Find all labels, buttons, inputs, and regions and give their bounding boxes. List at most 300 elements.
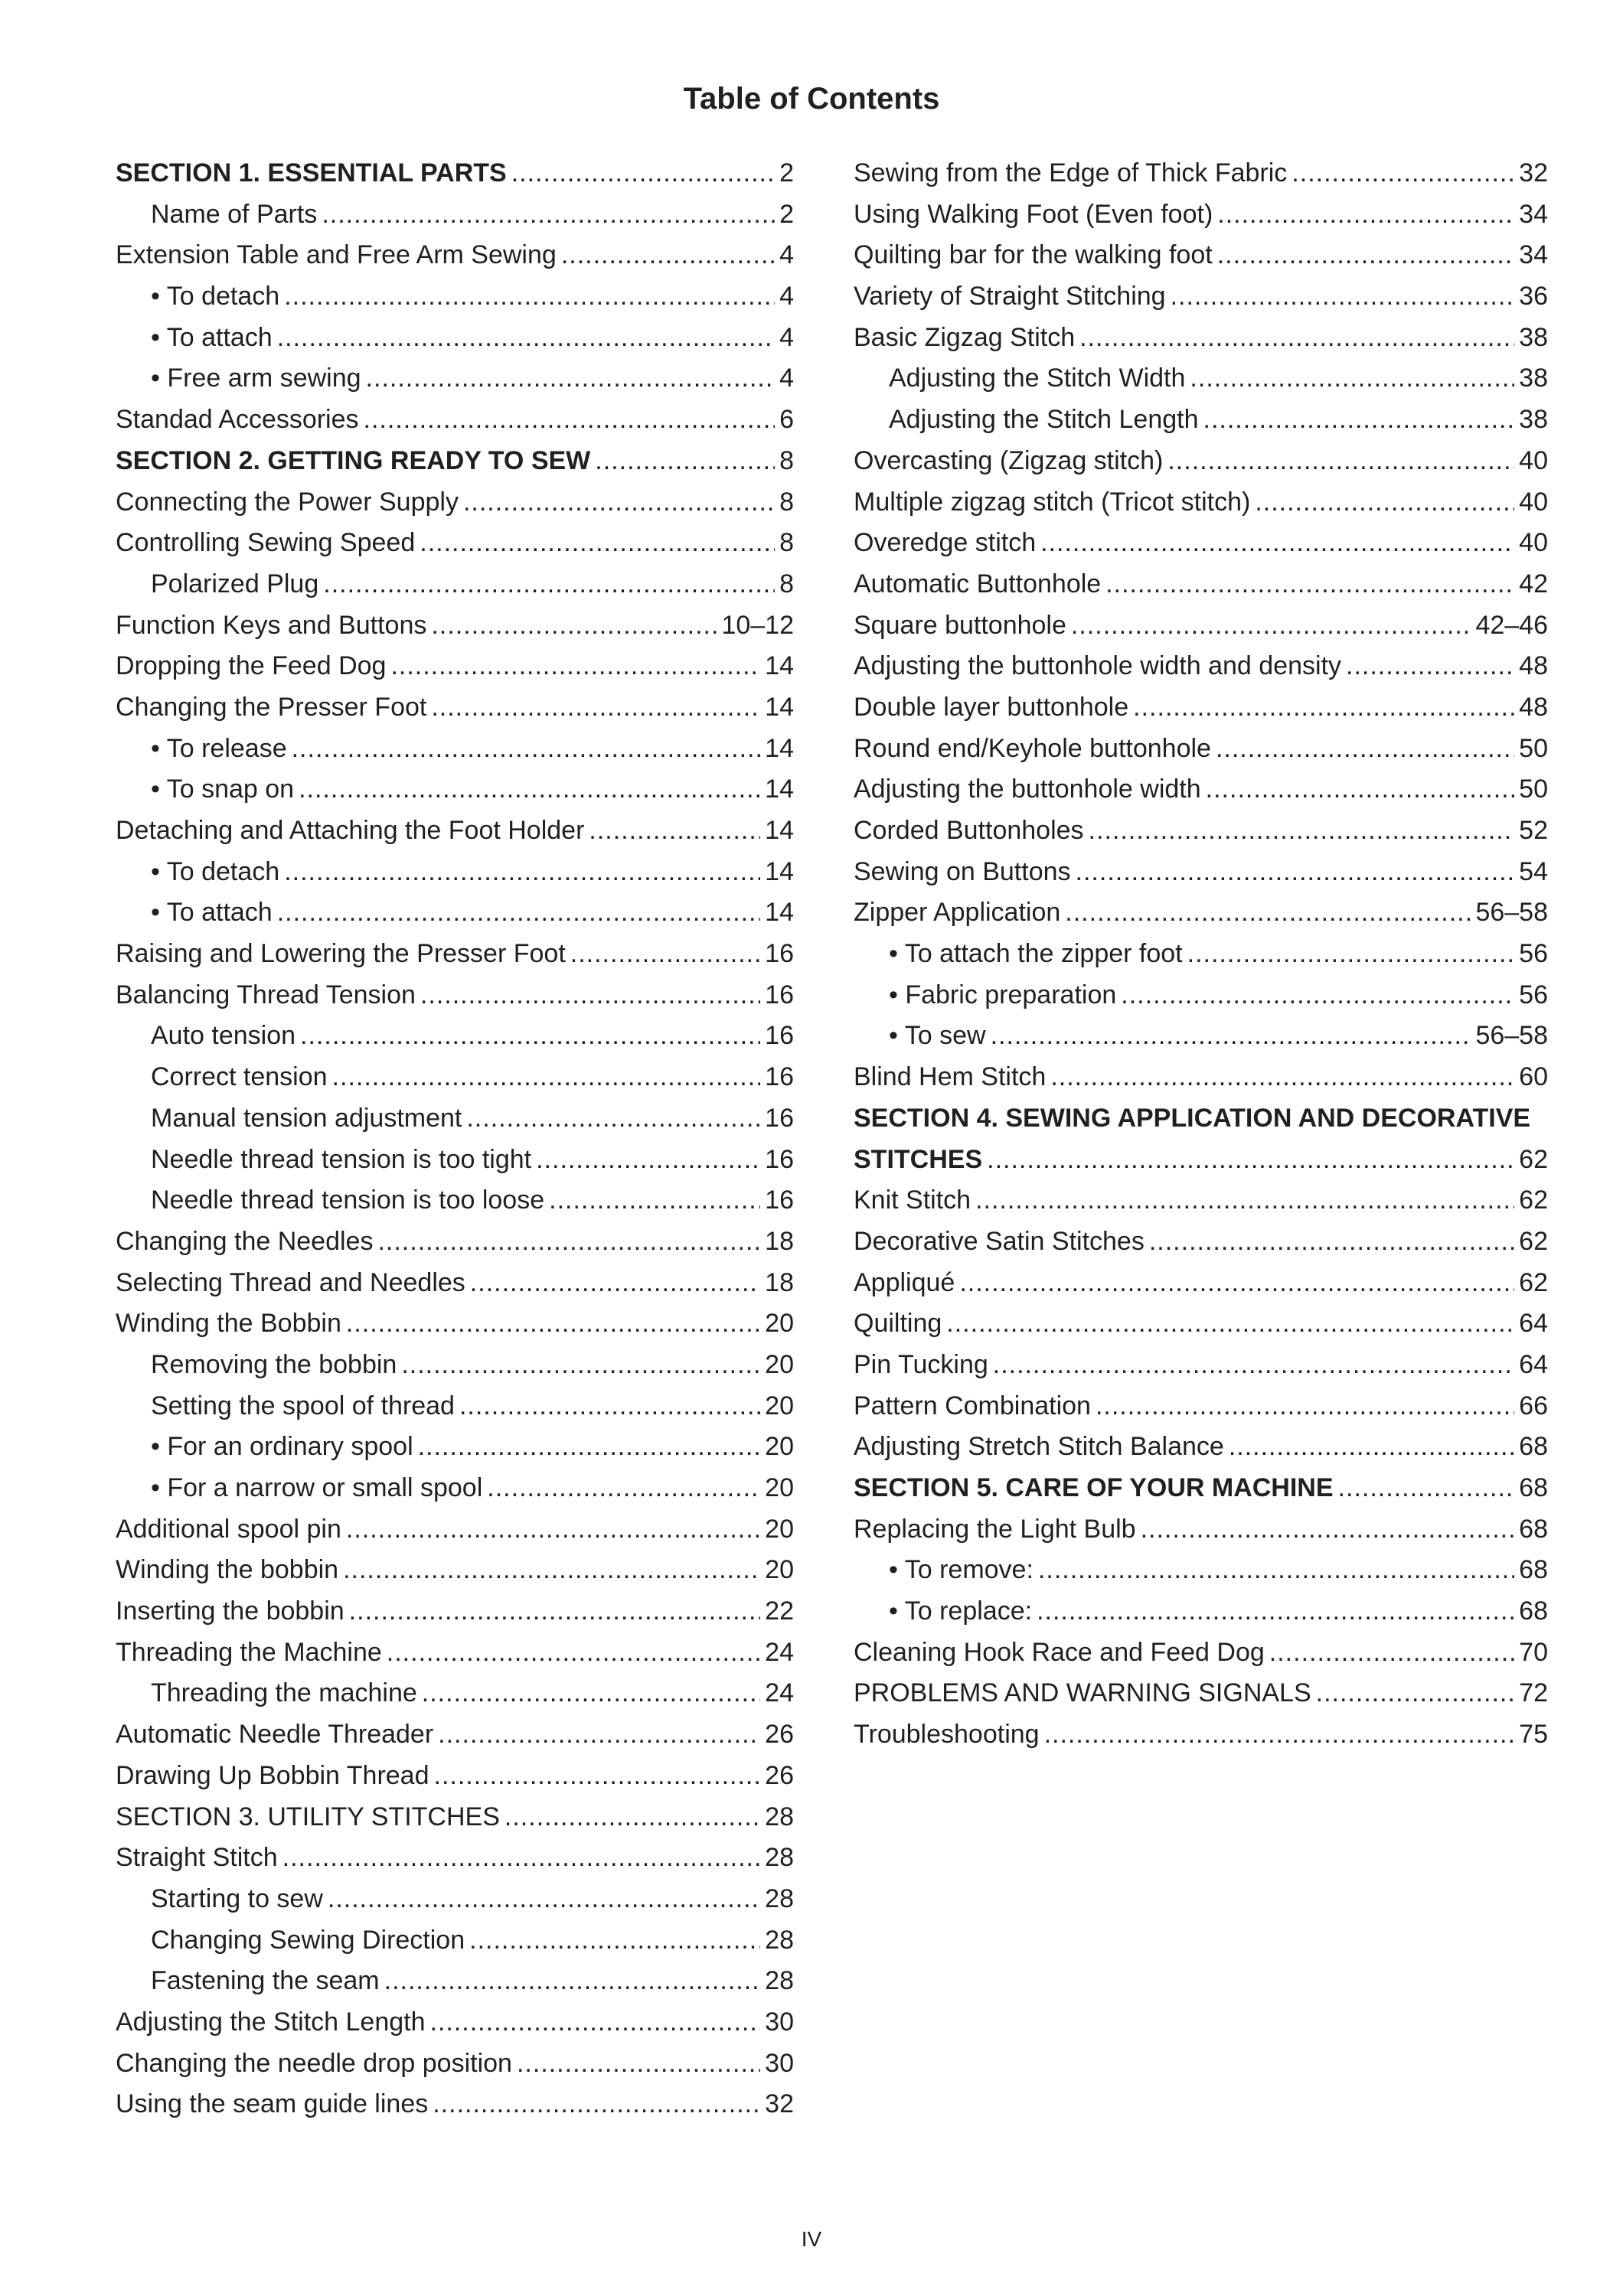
toc-entry-page: 8 (779, 528, 794, 558)
toc-entry-title: • To sew (889, 1021, 986, 1051)
toc-entry-page: 28 (765, 1966, 794, 1996)
toc-leader-dots (469, 1920, 760, 1962)
toc-entry (116, 318, 794, 359)
toc-leader-dots (322, 194, 775, 236)
toc-entry-page: 20 (765, 1514, 794, 1544)
toc-entry (854, 687, 1548, 729)
toc-entry-title: • To attach the zipper foot (889, 939, 1183, 969)
toc-entry-page: 28 (765, 1843, 794, 1873)
toc-entry-page: 75 (1519, 1720, 1548, 1750)
toc-entry-title: Dropping the Feed Dog (116, 651, 387, 681)
toc-entry-page: 4 (779, 322, 794, 352)
toc-leader-dots (420, 523, 775, 564)
toc-entry-page: 62 (1519, 1267, 1548, 1297)
toc-entry (854, 1263, 1548, 1304)
toc-entry-page: 4 (779, 240, 794, 270)
toc-entry-title: Polarized Plug (151, 569, 319, 598)
toc-leader-dots (1096, 1386, 1514, 1427)
toc-entry-title: Quilting (854, 1309, 942, 1339)
toc-leader-dots (536, 1140, 760, 1181)
toc-entry (116, 1016, 794, 1057)
toc-entry-title: Adjusting the Stitch Length (889, 405, 1199, 435)
toc-entry (854, 441, 1548, 482)
toc-entry (116, 358, 794, 400)
toc-leader-dots (292, 729, 761, 770)
toc-leader-dots (431, 687, 760, 729)
toc-entry (116, 1838, 794, 1879)
toc-leader-dots (1346, 646, 1514, 687)
toc-entry-title: Pin Tucking (854, 1349, 988, 1379)
toc-leader-dots (323, 564, 775, 605)
toc-entry-title: Threading the Machine (116, 1637, 382, 1667)
toc-entry (854, 1550, 1548, 1591)
toc-leader-dots (433, 2084, 760, 2125)
toc-entry-title: SECTION 1. ESSENTIAL PARTS (116, 158, 507, 188)
toc-entry-title: • For a narrow or small spool (151, 1473, 483, 1502)
toc-entry (116, 1673, 794, 1714)
toc-entry (116, 1714, 794, 1756)
toc-leader-dots (1167, 441, 1514, 482)
toc-entry-page: 68 (1519, 1432, 1548, 1462)
toc-leader-dots (1050, 1057, 1514, 1098)
toc-leader-dots (1149, 1221, 1514, 1263)
toc-entry-title: Double layer buttonhole (854, 692, 1129, 722)
toc-entry-page: 8 (779, 445, 794, 475)
toc-entry (854, 1468, 1548, 1509)
toc-entry-page: 72 (1519, 1678, 1548, 1708)
toc-entry (854, 1057, 1548, 1098)
toc-entry-page: 10–12 (721, 610, 794, 640)
toc-entry (116, 235, 794, 276)
toc-entry-title: Setting the spool of thread (151, 1391, 455, 1420)
toc-entry-page: 18 (765, 1267, 794, 1297)
toc-entry-title: SECTION 3. UTILITY STITCHES (116, 1802, 500, 1831)
toc-entry-title: • To snap on (151, 775, 295, 804)
toc-entry-title: Adjusting the buttonhole width (854, 775, 1201, 804)
toc-leader-dots (1044, 1714, 1515, 1756)
toc-entry-page: 56 (1519, 939, 1548, 969)
toc-leader-dots (505, 1797, 760, 1838)
toc-entry-page: 30 (765, 2007, 794, 2037)
toc-entry-page: 64 (1519, 1349, 1548, 1379)
toc-entry-title: Raising and Lowering the Presser Foot (116, 939, 566, 969)
toc-entry-title: • To remove: (889, 1555, 1034, 1585)
toc-entry (116, 2002, 794, 2043)
toc-entry-title: Drawing Up Bobbin Thread (116, 1760, 429, 1790)
toc-entry-title: Using Walking Foot (Even foot) (854, 199, 1213, 229)
toc-entry (116, 1263, 794, 1304)
toc-entry-title: • To detach (151, 856, 280, 886)
toc-entry-title: Quilting bar for the walking foot (854, 240, 1213, 270)
toc-leader-dots (401, 1345, 760, 1386)
toc-entry-title: Additional spool pin (116, 1514, 341, 1544)
toc-leader-dots (463, 482, 775, 523)
toc-leader-dots (549, 1180, 760, 1221)
toc-leader-dots (589, 810, 760, 852)
toc-entry-page: 20 (765, 1432, 794, 1462)
toc-entry (116, 1509, 794, 1551)
toc-entry (854, 892, 1548, 934)
toc-leader-dots (487, 1468, 760, 1509)
toc-entry-page: 34 (1519, 199, 1548, 229)
toc-entry-title: Automatic Buttonhole (854, 569, 1102, 598)
toc-leader-dots (1190, 358, 1514, 400)
toc-entry-page: 64 (1519, 1309, 1548, 1339)
toc-entry-page: 20 (765, 1473, 794, 1502)
toc-leader-dots (1171, 276, 1515, 318)
toc-entry-page: 4 (779, 282, 794, 311)
toc-entry-title: Variety of Straight Stitching (854, 282, 1166, 311)
toc-entry-title: Adjusting Stretch Stitch Balance (854, 1432, 1224, 1462)
toc-entry-page: 16 (765, 939, 794, 969)
toc-entry-title: Overcasting (Zigzag stitch) (854, 445, 1164, 475)
toc-entry-title: Knit Stitch (854, 1186, 972, 1215)
toc-entry (854, 194, 1548, 236)
toc-entry (854, 1386, 1548, 1427)
toc-entry (116, 1756, 794, 1797)
toc-entry-title: Detaching and Attaching the Foot Holder (116, 816, 585, 845)
toc-entry-title: Basic Zigzag Stitch (854, 322, 1076, 352)
toc-entry (116, 564, 794, 605)
toc-entry-page: 16 (765, 1144, 794, 1174)
toc-entry-title: Correct tension (151, 1062, 328, 1092)
toc-entry (854, 318, 1548, 359)
toc-leader-dots (284, 276, 775, 318)
toc-entry-page: 4 (779, 364, 794, 393)
toc-entry-title: Standad Accessories (116, 405, 359, 435)
toc-entry (116, 1920, 794, 1962)
toc-leader-dots (300, 1016, 760, 1057)
toc-leader-dots (1206, 769, 1515, 810)
toc-entry (116, 1797, 794, 1838)
toc-entry (116, 1550, 794, 1591)
toc-entry-page: 48 (1519, 651, 1548, 681)
toc-entry-title: Inserting the bobbin (116, 1596, 345, 1626)
toc-entry (116, 1386, 794, 1427)
toc-leader-dots (364, 400, 776, 441)
toc-entry-title: Automatic Needle Threader (116, 1720, 434, 1750)
toc-entry (854, 1591, 1548, 1632)
toc-entry (854, 1345, 1548, 1386)
toc-entry-page: 32 (1519, 158, 1548, 188)
toc-entry (854, 482, 1548, 523)
toc-leader-dots (431, 605, 717, 647)
toc-entry-page: 34 (1519, 240, 1548, 270)
toc-leader-dots (1187, 934, 1515, 975)
toc-entry-title: • Fabric preparation (889, 980, 1117, 1009)
toc-entry-title: Starting to sew (151, 1883, 323, 1913)
toc-entry-page: 16 (765, 1021, 794, 1051)
toc-entry-page: 38 (1519, 364, 1548, 393)
toc-entry (116, 2084, 794, 2125)
toc-leader-dots (299, 769, 760, 810)
toc-leader-dots (470, 1263, 760, 1304)
toc-entry-title: • To replace: (889, 1596, 1033, 1626)
toc-entry-page: 60 (1519, 1062, 1548, 1092)
toc-entry-page: 62 (1519, 1144, 1548, 1174)
toc-entry-page: 24 (765, 1637, 794, 1667)
toc-entry-page: 38 (1519, 405, 1548, 435)
toc-entry-title: PROBLEMS AND WARNING SIGNALS (854, 1678, 1311, 1708)
toc-entry-page: 70 (1519, 1637, 1548, 1667)
toc-entry-title: Threading the machine (151, 1678, 417, 1708)
toc-entry-page: 50 (1519, 775, 1548, 804)
toc-leader-dots (434, 1756, 761, 1797)
toc-entry (854, 1221, 1548, 1263)
toc-entry (116, 441, 794, 482)
toc-leader-dots (1269, 1632, 1514, 1674)
toc-leader-dots (1316, 1673, 1515, 1714)
toc-entry-page: 62 (1519, 1226, 1548, 1256)
toc-entry-title: Adjusting the Stitch Length (116, 2007, 426, 2037)
toc-leader-dots (277, 318, 775, 359)
toc-entry (854, 358, 1548, 400)
toc-entry-title: Balancing Thread Tension (116, 980, 416, 1009)
toc-leader-dots (991, 1016, 1471, 1057)
toc-leader-dots (438, 1714, 760, 1756)
toc-entry-title: Extension Table and Free Arm Sewing (116, 240, 557, 270)
toc-entry-page: 30 (765, 2048, 794, 2078)
toc-leader-dots (1141, 1509, 1515, 1551)
toc-entry-title: Replacing the Light Bulb (854, 1514, 1136, 1544)
toc-entry-title: Needle thread tension is too loose (151, 1186, 545, 1215)
toc-leader-dots (993, 1345, 1514, 1386)
toc-entry-page: 8 (779, 487, 794, 517)
toc-leader-dots (975, 1180, 1514, 1221)
toc-leader-dots (1089, 810, 1515, 852)
toc-entry-title: SECTION 5. CARE OF YOUR MACHINE (854, 1473, 1334, 1502)
toc-entry-title: • To attach (151, 898, 273, 928)
toc-entry-page: 14 (765, 856, 794, 886)
toc-entry-page: 14 (765, 733, 794, 763)
toc-leader-dots (277, 892, 760, 934)
toc-entry-page: 28 (765, 1802, 794, 1831)
toc-entry (116, 1879, 794, 1920)
toc-leader-dots (517, 2043, 760, 2085)
toc-leader-dots (390, 646, 760, 687)
toc-leader-dots (420, 975, 760, 1016)
toc-entry-page: 20 (765, 1391, 794, 1420)
toc-right-column (854, 153, 1548, 1756)
toc-leader-dots (1105, 564, 1514, 605)
toc-entry-title: Troubleshooting (854, 1720, 1040, 1750)
toc-leader-dots (1040, 523, 1514, 564)
toc-leader-dots (1216, 729, 1514, 770)
toc-leader-dots (1133, 687, 1514, 729)
toc-entry (854, 646, 1548, 687)
toc-entry (116, 975, 794, 1016)
toc-leader-dots (1292, 153, 1514, 194)
toc-entry (116, 276, 794, 318)
toc-entry (854, 605, 1548, 647)
toc-entry-page: 26 (765, 1760, 794, 1790)
toc-left-column (116, 153, 794, 2125)
toc-entry-page: 40 (1519, 445, 1548, 475)
toc-entry-page: 68 (1519, 1473, 1548, 1502)
toc-entry (116, 194, 794, 236)
toc-entry (116, 153, 794, 194)
toc-entry (116, 1098, 794, 1140)
toc-entry-title: Sewing from the Edge of Thick Fabric (854, 158, 1288, 188)
toc-entry-title: Cleaning Hook Race and Feed Dog (854, 1637, 1265, 1667)
toc-entry-page: 56–58 (1475, 898, 1548, 928)
toc-entry-page: 20 (765, 1349, 794, 1379)
toc-entry-page: 42 (1519, 569, 1548, 598)
toc-leader-dots (1203, 400, 1515, 441)
toc-entry-title: Changing Sewing Direction (151, 1925, 465, 1955)
toc-entry-page: 14 (765, 651, 794, 681)
toc-entry (854, 1180, 1548, 1221)
toc-leader-dots (284, 852, 760, 893)
toc-entry (854, 1673, 1548, 1714)
toc-entry (116, 810, 794, 852)
toc-leader-dots (459, 1386, 760, 1427)
toc-entry-title: Corded Buttonholes (854, 816, 1084, 845)
toc-entry (854, 769, 1548, 810)
toc-entry (116, 482, 794, 523)
toc-leader-dots (343, 1550, 760, 1591)
toc-entry (854, 1140, 1548, 1181)
toc-leader-dots (282, 1838, 761, 1879)
toc-entry (116, 1961, 794, 2002)
toc-entry-title: Selecting Thread and Needles (116, 1267, 465, 1297)
page-title: Table of Contents (683, 82, 940, 116)
toc-entry-title: Function Keys and Buttons (116, 610, 427, 640)
toc-entry (854, 1303, 1548, 1345)
toc-leader-dots (328, 1879, 760, 1920)
toc-entry-page: 50 (1519, 733, 1548, 763)
toc-entry-title: Winding the Bobbin (116, 1309, 341, 1339)
toc-entry-page: 2 (779, 158, 794, 188)
toc-entry-title: Manual tension adjustment (151, 1103, 462, 1133)
toc-leader-dots (422, 1673, 760, 1714)
toc-entry-page: 20 (765, 1555, 794, 1585)
toc-entry (116, 934, 794, 975)
toc-entry-page: 22 (765, 1596, 794, 1626)
toc-entry (854, 1016, 1548, 1057)
toc-entry-title: Decorative Satin Stitches (854, 1226, 1145, 1256)
toc-entry-page: 42–46 (1475, 610, 1548, 640)
toc-entry (854, 1427, 1548, 1468)
toc-entry (854, 153, 1548, 194)
toc-entry-page: 66 (1519, 1391, 1548, 1420)
toc-entry-title: Changing the Presser Foot (116, 692, 427, 722)
toc-entry-title: • To release (151, 733, 287, 763)
toc-entry-page: 54 (1519, 856, 1548, 886)
toc-entry (854, 523, 1548, 564)
toc-leader-dots (1071, 605, 1471, 647)
toc-entry-title: SECTION 4. SEWING APPLICATION AND DECORATIVE (854, 1103, 1531, 1133)
toc-entry-title: Adjusting the Stitch Width (889, 364, 1186, 393)
toc-entry (116, 646, 794, 687)
toc-leader-dots (511, 153, 775, 194)
toc-entry (854, 235, 1548, 276)
toc-entry-title: Auto tension (151, 1021, 296, 1051)
toc-leader-dots (387, 1632, 760, 1674)
toc-entry-page: 28 (765, 1925, 794, 1955)
toc-entry (116, 2043, 794, 2085)
toc-entry (116, 687, 794, 729)
toc-entry-title: Winding the bobbin (116, 1555, 339, 1585)
toc-entry-page: 14 (765, 816, 794, 845)
toc-entry (116, 1180, 794, 1221)
toc-entry-title: SECTION 2. GETTING READY TO SEW (116, 445, 591, 475)
toc-entry (854, 400, 1548, 441)
toc-entry-page: 52 (1519, 816, 1548, 845)
toc-entry (854, 1509, 1548, 1551)
toc-entry-title: Using the seam guide lines (116, 2089, 429, 2119)
toc-entry-title: • To attach (151, 322, 273, 352)
toc-entry-page: 68 (1519, 1514, 1548, 1544)
toc-entry-page: 38 (1519, 322, 1548, 352)
toc-entry-title: • For an ordinary spool (151, 1432, 413, 1462)
toc-entry-page: 6 (779, 405, 794, 435)
toc-entry-title: Controlling Sewing Speed (116, 528, 416, 558)
toc-leader-dots (377, 1221, 760, 1263)
toc-entry-page: 48 (1519, 692, 1548, 722)
toc-entry-page: 16 (765, 1186, 794, 1215)
toc-entry (116, 1345, 794, 1386)
toc-entry-title: • Free arm sewing (151, 364, 361, 393)
toc-entry-page: 56 (1519, 980, 1548, 1009)
toc-entry (116, 1140, 794, 1181)
toc-leader-dots (1076, 852, 1515, 893)
toc-entry (116, 769, 794, 810)
toc-entry-title: Needle thread tension is too tight (151, 1144, 532, 1174)
toc-entry-title: Fastening the seam (151, 1966, 380, 1996)
toc-entry (854, 729, 1548, 770)
toc-leader-dots (1079, 318, 1514, 359)
toc-entry (116, 1221, 794, 1263)
toc-entry-page: 14 (765, 775, 794, 804)
toc-entry (854, 852, 1548, 893)
toc-leader-dots (1121, 975, 1514, 1016)
toc-entry (116, 523, 794, 564)
toc-entry-page: 28 (765, 1883, 794, 1913)
toc-leader-dots (959, 1263, 1514, 1304)
toc-entry-page: 18 (765, 1226, 794, 1256)
toc-entry (854, 1714, 1548, 1756)
toc-leader-dots (366, 358, 776, 400)
toc-entry-page: 36 (1519, 282, 1548, 311)
toc-entry-title: Straight Stitch (116, 1843, 278, 1873)
toc-entry-title: Zipper Application (854, 898, 1061, 928)
toc-leader-dots (1338, 1468, 1515, 1509)
toc-entry-page: 20 (765, 1309, 794, 1339)
toc-entry (116, 1468, 794, 1509)
toc-entry-page: 40 (1519, 487, 1548, 517)
toc-entry-title: STITCHES (854, 1144, 983, 1174)
toc-entry-page: 62 (1519, 1186, 1548, 1215)
toc-entry-page: 26 (765, 1720, 794, 1750)
toc-leader-dots (946, 1303, 1514, 1345)
toc-leader-dots (466, 1098, 760, 1140)
toc-entry-title: Removing the bobbin (151, 1349, 397, 1379)
toc-leader-dots (1229, 1427, 1514, 1468)
toc-entry-page: 14 (765, 692, 794, 722)
toc-entry (854, 810, 1548, 852)
toc-entry (116, 892, 794, 934)
toc-entry-title: Name of Parts (151, 199, 318, 229)
toc-leader-dots (346, 1509, 760, 1551)
toc-leader-dots (349, 1591, 761, 1632)
toc-entry-page: 16 (765, 1062, 794, 1092)
toc-entry-page: 14 (765, 898, 794, 928)
toc-entry-title: Sewing on Buttons (854, 856, 1071, 886)
toc-leader-dots (384, 1961, 761, 2002)
toc-entry (854, 975, 1548, 1016)
toc-entry-title: Round end/Keyhole buttonhole (854, 733, 1211, 763)
